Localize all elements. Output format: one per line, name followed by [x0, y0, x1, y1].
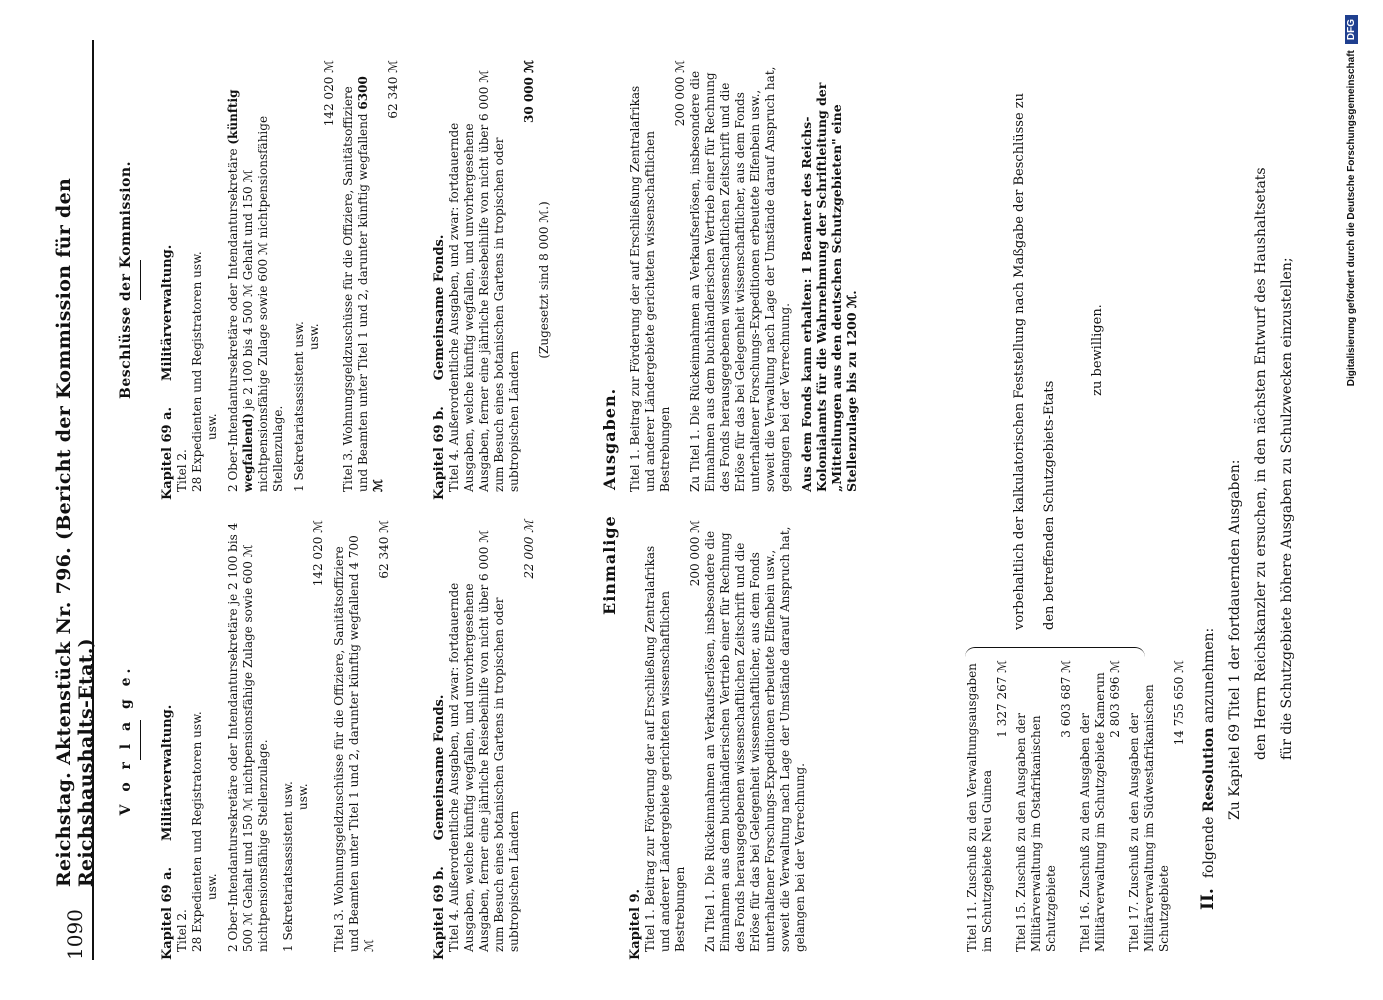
right-kap69b-heading: Kapitel 69 b. [432, 406, 447, 500]
left-item1b: usw. [296, 783, 310, 810]
left-kap69a [160, 520, 392, 960]
right-item28: 28 Expedienten und Registratoren usw. [190, 251, 204, 492]
side-note: vorbehaltlich der kalkulatorischen Feststellung nach Maßgabe der Beschlüsse zu den betreffenden Schutzgebiets-Etats [1012, 93, 1057, 630]
resolution-block [1195, 30, 1300, 910]
list-item: Titel 16. Zuschuß zu den Ausgaben der Militärverwaltung im Schutzgebiete Kamerun [1078, 672, 1107, 952]
resolution-line1: Zu Kapitel 69 Titel 1 der fortdauernden Ausgaben: [1227, 459, 1243, 820]
list-item-amount: 3 603 687 ℳ [1059, 660, 1073, 738]
left-item28: 28 Expedienten und Registratoren usw. [190, 711, 204, 952]
page-header [53, 40, 97, 960]
right-item28b: usw. [205, 413, 219, 440]
right-titel3-amount: 62 340 ℳ [386, 60, 400, 119]
dfg-footer [1345, 15, 1358, 985]
left-kap69b-heading: Kapitel 69 b. [432, 866, 447, 960]
left-kap9-titel1: Titel 1. Beitrag zur Förderung der auf Erschließung Zentralafrikas und anderer Ländergebiete gerichteten wissenschaftlichen Bestrebungen [643, 545, 687, 952]
left-column-title: V o r l a g e. [118, 664, 134, 816]
left-titel3: Titel 3. Wohnungsgeldzuschüsse für die Offiziere, Sanitätsoffiziere und Beamten unter Titel 1 und 2, darunter künftig wegfallend 4 700 ℳ [332, 535, 376, 952]
left-kap69a-subheading: Militärverwaltung. [160, 704, 175, 841]
left-kap9-zu-titel1: Zu Titel 1. Die Rückeinnahmen an Verkaufserlösen, insbesondere die Einnahmen aus dem buchhändlerischen Vertrieb einer für Rechnung des Fonds herausgegebenen wissenschaftlichen Zeitschrift und die Erlöse für das bei Gelegenheit wissenschaftlicher, aus dem Fonds unterhaltener Forschungs-Expeditionen erbeutete Elfenbein usw., soweit die Verwaltung nach Lage der Umstände darauf Anspruch hat, gelangen bei der Verrechnung. [703, 526, 807, 952]
right-item1-amount: 142 020 ℳ [322, 60, 336, 127]
left-item1-amount: 142 020 ℳ [311, 520, 325, 587]
right-item1: 1 Sekretariatsassistent usw. [292, 321, 306, 492]
right-item2a: 2 Ober-Intendantursekretäre oder Intendantursekretäre [226, 148, 240, 492]
right-kap69b-subheading: Gemeinsame Fonds. [432, 234, 447, 381]
left-title-rule [140, 720, 141, 760]
right-kap9-titel1-amount: 200 000 ℳ [673, 60, 687, 127]
right-kap69a [160, 60, 401, 500]
right-item1b: usw. [307, 323, 321, 350]
right-titel4: Titel 4. Außerordentliche Ausgaben, und zwar: fortdauernde Ausgaben, welche künftig wegfallen, und unvorhergesehene Ausgaben, ferner eine jährliche Reisebeihilfe von nicht über 6 000 ℳ zum Besuch eines botanischen Gartens in tropischen oder subtropischen Ländern [447, 69, 521, 492]
right-titel3: Titel 3. Wohnungsgeldzuschüsse für die Offiziere, Sanitätsoffiziere und Beamten unter Titel 1 und 2, darunter künftig wegfallend [341, 86, 370, 492]
right-kap69a-heading: Kapitel 69 a. [160, 406, 175, 500]
list-item-amount: 2 803 696 ℳ [1108, 660, 1122, 738]
resolution-line3: für die Schutzgebiete höhere Ausgaben zu Schulzwecken einzustellen; [1279, 257, 1295, 760]
page-number: 1090 [63, 909, 87, 960]
list-item-amount: 1 327 267 ℳ [995, 660, 1009, 738]
right-titel4-note: (Zugesetzt sind 8 000 ℳ.) [537, 201, 551, 359]
left-kap9-heading: Kapitel 9. [628, 888, 643, 960]
right-kap9 [628, 60, 859, 500]
resolution-intro-bold: Resolution [1201, 727, 1217, 813]
left-item2: 2 Ober-Intendantursekretäre oder Intendantursekretäre je 2 100 bis 4 500 ℳ Gehalt und 150 ℳ nichtpensionsfähige Zulage sowie 600 ℳ nichtpensionsfähige Stellenzulage. [226, 522, 270, 952]
left-titel2: Titel 2. [175, 909, 189, 952]
list-item: Titel 15. Zuschuß zu den Ausgaben der Militärverwaltung im Ostafrikanischen Schutzgebiete [1014, 713, 1058, 952]
right-kap9-zu-titel1: Zu Titel 1. Die Rückeinnahmen an Verkaufserlösen, insbesondere die Einnahmen aus dem buchhändlerischen Vertrieb einer für Rechnung des Fonds herausgegebenen wissenschaftlichen Zeitschrift und die Erlöse für das bei Gelegenheit wissenschaftlicher, aus dem Fonds unterhaltener Forschungs-Expeditionen erbeutete Elfenbein usw., soweit die Verwaltung nach Lage der Umstände darauf Anspruch hat, gelangen bei der Verrechnung. [688, 66, 792, 492]
left-item28b: usw. [205, 873, 219, 900]
section-title-right: Ausgaben. [600, 387, 619, 490]
list-item-amount: 14 755 650 ℳ [1172, 660, 1186, 746]
right-kap69b [432, 60, 552, 500]
right-kap9-titel1: Titel 1. Beitrag zur Förderung der auf Erschließung Zentralafrikas und anderer Ländergebiete gerichteten wissenschaftlichen Bestrebungen [628, 85, 672, 492]
curly-brace [965, 647, 1145, 658]
dfg-logo: DFG [1345, 15, 1358, 44]
right-kap9-bold-note: Aus dem Fonds kann erhalten: 1 Beamter des Reichs-Kolonialamts für die Wahrnehmung der Schriftleitung der „Mitteilungen aus den deutschen Schutzgebieten" eine Stellenzulage bis zu 1200 ℳ. [799, 82, 859, 492]
resolution-numeral: II. [1198, 888, 1218, 910]
right-column-title: Beschlüsse der Kommission. [118, 161, 134, 399]
left-kap9-titel1-amount: 200 000 ℳ [688, 520, 702, 587]
left-titles-list [965, 660, 1187, 960]
left-item1: 1 Sekretariatsassistent usw. [281, 781, 295, 952]
list-item: Titel 11. Zuschuß zu den Verwaltungsausgaben im Schutzgebiete Neu Guinea [965, 663, 994, 952]
resolution-intro-post: anzunehmen: [1201, 627, 1217, 724]
right-title-rule [140, 260, 141, 300]
left-titel3-amount: 62 340 ℳ [377, 520, 391, 579]
dfg-text: Digitalisierung gefördert durch die Deutsche Forschungsgemeinschaft [1346, 50, 1357, 387]
left-titel4: Titel 4. Außerordentliche Ausgaben, und zwar: fortdauernde Ausgaben, welche künftig wegfallen, und unvorhergesehene Ausgaben, ferner eine jährliche Reisebeihilfe von nicht über 6 000 ℳ zum Besuch eines botanischen Gartens in tropischen oder subtropischen Ländern [447, 529, 521, 952]
page-title: Reichstag. Aktenstück Nr. 796. (Bericht der Kommission für den Reichshaushalts-Etat.) [53, 177, 97, 888]
left-titel4-amount: 22 000 ℳ [522, 520, 536, 579]
right-item2b: je 2 100 bis 4 500 ℳ Gehalt und 150 ℳ nichtpensionsfähige Zulage sowie 600 ℳ nichtpensionsfähige Stellenzulage. [241, 115, 285, 492]
right-titel2: Titel 2. [175, 449, 189, 492]
right-titel4-amount: 30 000 ℳ [522, 60, 536, 123]
resolution-line2: den Herrn Reichskanzler zu ersuchen, in den nächsten Entwurf des Haushaltsetats [1253, 167, 1269, 760]
side-note-approve: zu bewilligen. [1090, 304, 1105, 396]
right-item2-bold: (künftig wegfallend) [226, 89, 255, 492]
section-title-left: Einmalige [600, 515, 619, 615]
resolution-intro-pre: folgende [1201, 816, 1217, 879]
left-kap69a-heading: Kapitel 69 a. [160, 866, 175, 960]
right-kap69a-subheading: Militärverwaltung. [160, 244, 175, 381]
left-kap69b-subheading: Gemeinsame Fonds. [432, 694, 447, 841]
left-kap9 [628, 520, 808, 960]
list-item: Titel 17. Zuschuß zu den Ausgaben der Militärverwaltung im Südwestafrikanischen Schutzgebiete [1127, 684, 1171, 952]
left-kap69b [432, 520, 537, 960]
right-titel3-bold: 6300 ℳ [356, 76, 385, 492]
